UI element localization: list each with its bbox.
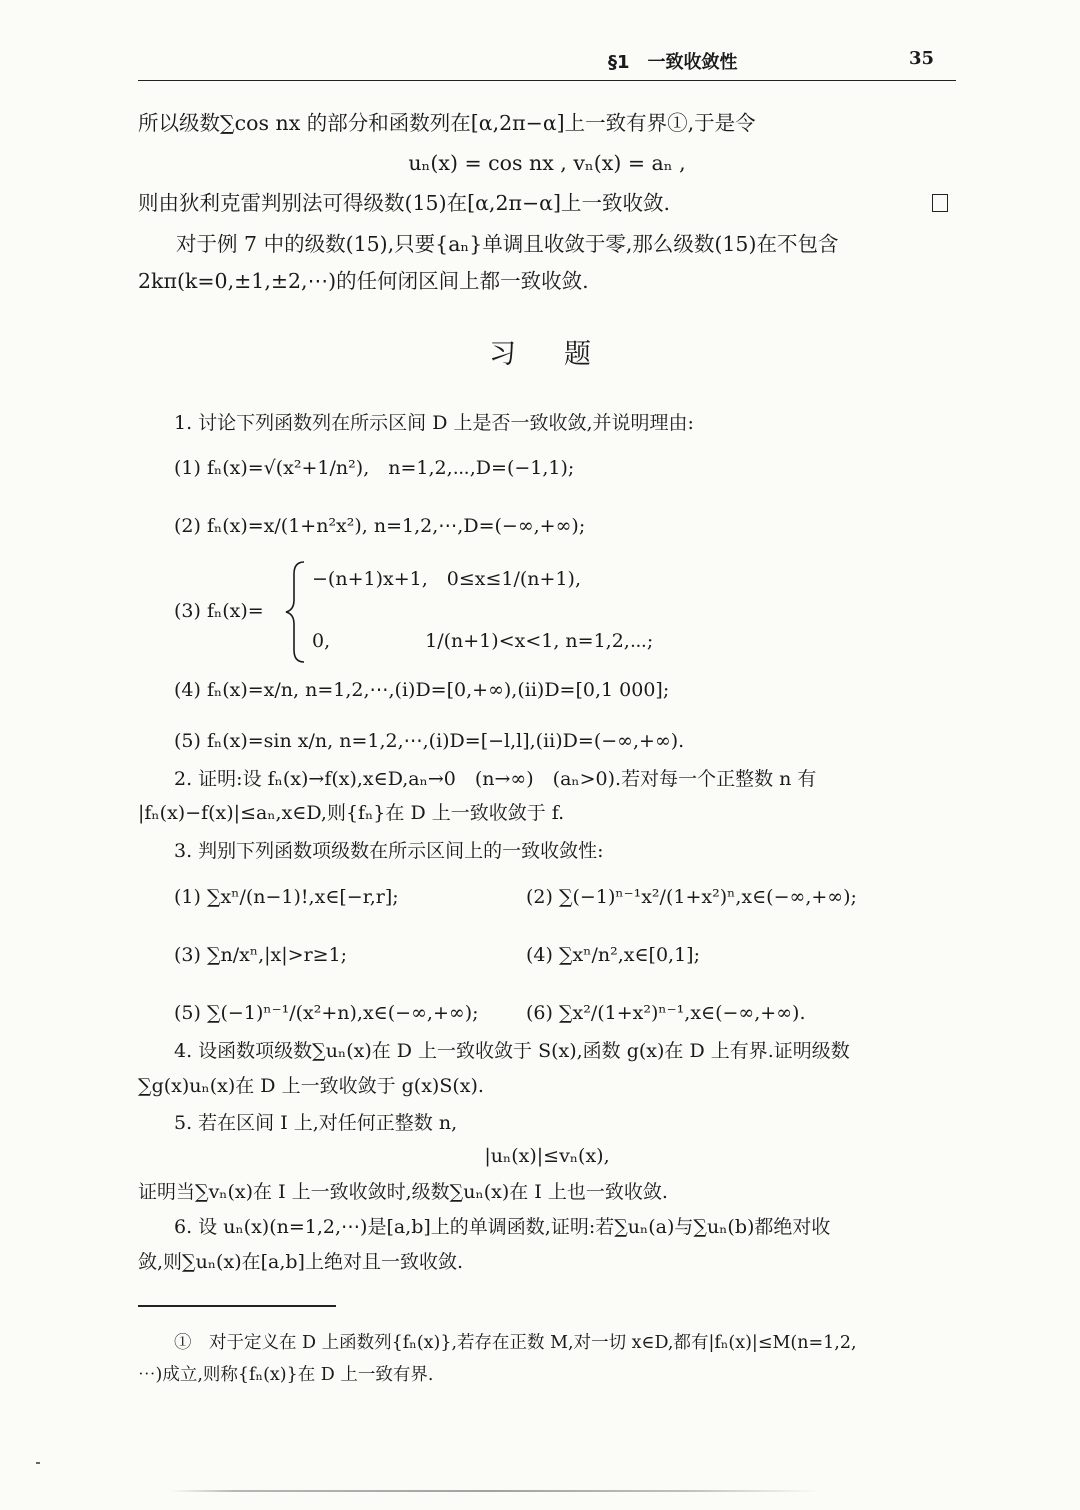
exercise-1-1: (1) fₙ(x)=√(x²+1/n²), n=1,2,⋯,D=(−1,1);	[174, 457, 575, 479]
exercise-3: 3. 判别下列函数项级数在所示区间上的一致收敛性:	[174, 840, 604, 862]
section-heading: 习题	[489, 339, 639, 370]
piecewise-case: −(n+1)x+1, 0≤x≤1/(n+1),	[312, 568, 581, 590]
scan-artifact	[170, 1490, 820, 1492]
footnote-line: ⋯)成立,则称{fₙ(x)}在 D 上一致有界.	[138, 1365, 434, 1385]
left-brace	[284, 560, 308, 664]
exercise-5-equation: |uₙ(x)|≤vₙ(x),	[484, 1145, 610, 1167]
exercise-4: 4. 设函数项级数∑uₙ(x)在 D 上一致收敛于 S(x),函数 g(x)在 D 上有界.证明级数	[174, 1040, 850, 1062]
exercise-3-3: (3) ∑n/xⁿ,|x|>r≥1;	[174, 944, 348, 966]
exercise-2-cont: |fₙ(x)−f(x)|≤aₙ,x∈D,则{fₙ}在 D 上一致收敛于 f.	[138, 802, 565, 824]
exercise-1: 1. 讨论下列函数列在所示区间 D 上是否一致收敛,并说明理由:	[174, 412, 694, 434]
equation: uₙ(x) = cos nx , vₙ(x) = aₙ ,	[408, 151, 686, 175]
exercise-6-cont: 敛,则∑uₙ(x)在[a,b]上绝对且一致收敛.	[138, 1251, 463, 1273]
paragraph-line: 2kπ(k=0,±1,±2,⋯)的任何闭区间上都一致收敛.	[138, 269, 589, 293]
exercise-5: 5. 若在区间 I 上,对任何正整数 n,	[174, 1112, 458, 1134]
exercise-3-4: (4) ∑xⁿ/n²,x∈[0,1];	[526, 944, 700, 966]
exercise-6: 6. 设 uₙ(x)(n=1,2,⋯)是[a,b]上的单调函数,证明:若∑uₙ(a)与∑uₙ(b)都绝对收	[174, 1216, 831, 1238]
qed-symbol	[932, 194, 948, 212]
exercise-1-3-label: (3) fₙ(x)=	[174, 600, 264, 622]
chapter-section-title: §1 一致收敛性	[608, 52, 738, 73]
paragraph-line: 则由狄利克雷判别法可得级数(15)在[α,2π−α]上一致收敛.	[138, 191, 670, 215]
exercise-3-6: (6) ∑x²/(1+x²)ⁿ⁻¹,x∈(−∞,+∞).	[526, 1002, 806, 1024]
exercise-2: 2. 证明:设 fₙ(x)→f(x),x∈D,aₙ→0 (n→∞) (aₙ>0).若对每一个正整数 n 有	[174, 768, 817, 790]
piecewise-case: 0, 1/(n+1)<x<1, n=1,2,⋯;	[312, 630, 654, 652]
paragraph-line: 对于例 7 中的级数(15),只要{aₙ}单调且收敛于零,那么级数(15)在不包含	[176, 232, 839, 256]
exercise-1-4: (4) fₙ(x)=x/n, n=1,2,⋯,(i)D=[0,+∞),(ii)D=[0,1 000];	[174, 679, 670, 701]
exercise-1-2: (2) fₙ(x)=x/(1+n²x²), n=1,2,⋯,D=(−∞,+∞);	[174, 515, 586, 537]
exercise-5-cont: 证明当∑vₙ(x)在 I 上一致收敛时,级数∑uₙ(x)在 I 上也一致收敛.	[138, 1181, 668, 1203]
scan-artifact	[36, 1462, 40, 1464]
exercise-4-cont: ∑g(x)uₙ(x)在 D 上一致收敛于 g(x)S(x).	[138, 1075, 484, 1097]
exercise-1-5: (5) fₙ(x)=sin x/n, n=1,2,⋯,(i)D=[−l,l],(ii)D=(−∞,+∞).	[174, 730, 685, 752]
exercise-3-2: (2) ∑(−1)ⁿ⁻¹x²/(1+x²)ⁿ,x∈(−∞,+∞);	[526, 886, 857, 908]
exercise-3-5: (5) ∑(−1)ⁿ⁻¹/(x²+n),x∈(−∞,+∞);	[174, 1002, 479, 1024]
paragraph-line: 所以级数∑cos nx 的部分和函数列在[α,2π−α]上一致有界①,于是令	[138, 111, 756, 135]
running-header	[138, 44, 956, 81]
footnote-line: ① 对于定义在 D 上函数列{fₙ(x)},若存在正数 M,对一切 x∈D,都有|fₙ(x)|≤M(n=1,2,	[174, 1333, 857, 1353]
page-number: 35	[908, 48, 934, 69]
footnote-rule	[138, 1305, 336, 1307]
exercise-3-1: (1) ∑xⁿ/(n−1)!,x∈[−r,r];	[174, 886, 399, 908]
